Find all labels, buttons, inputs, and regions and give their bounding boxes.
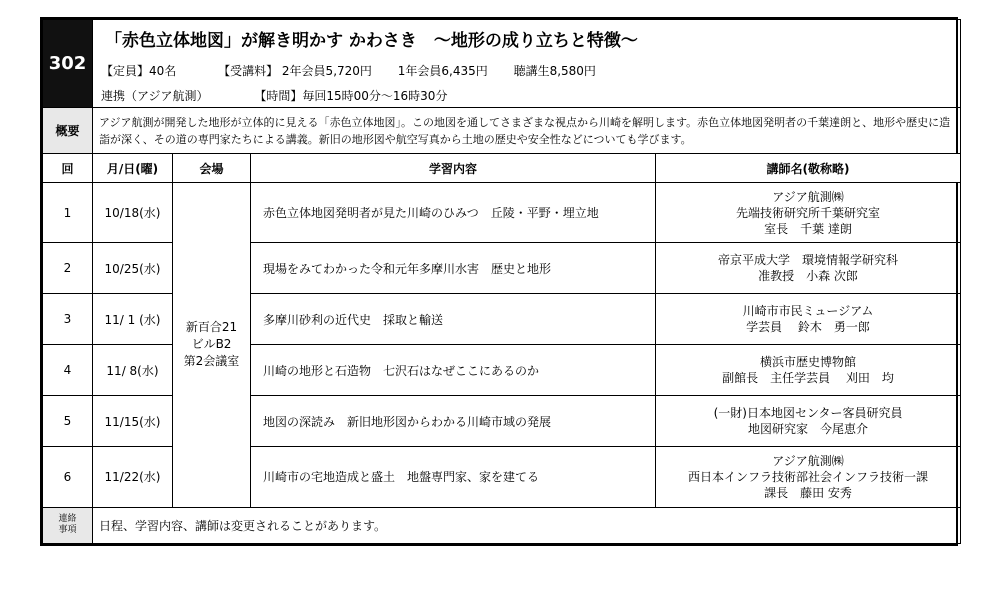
session-date: 11/22(水)	[93, 447, 173, 507]
lecturer-line: 課長 藤田 安秀	[764, 485, 852, 500]
session-round: 6	[43, 447, 93, 507]
header-venue: 会場	[173, 154, 251, 183]
venue-line: 第2会議室	[183, 354, 240, 369]
session-lecturer	[656, 294, 961, 345]
course-schedule-row	[93, 83, 961, 108]
session-round: 2	[43, 243, 93, 294]
lecturer-line: 川崎市市民ミュージアム	[742, 304, 874, 319]
lecturer-line: アジア航測㈱	[772, 453, 844, 468]
session-content: 川崎の地形と石造物 七沢石はなぜここにあるのか	[251, 345, 656, 396]
time-text: 【時間】毎回15時00分～16時30分	[254, 88, 448, 103]
overview-text: アジア航測が開発した地形が立体的に見える「赤色立体地図」。この地図を通してさまざまな視点から川崎を解明します。赤色立体地図発明者の千葉達朗と、地形や歴史に造詣が深く、その道の専門家たちによる講義。新旧の地形図や航空写真から土地の歴史や安全性などについても学びます。	[93, 108, 961, 154]
course-sheet	[40, 17, 958, 546]
header-lecturer: 講師名(敬称略)	[656, 154, 961, 183]
header-date: 月/日(曜)	[93, 154, 173, 183]
header-content: 学習内容	[251, 154, 656, 183]
session-date: 11/ 1 (水)	[93, 294, 173, 345]
lecturer-line: 地図研究家 今尾恵介	[748, 422, 869, 437]
course-title: 「赤色立体地図」が解き明かす かわさき ～地形の成り立ちと特徴～	[93, 20, 961, 58]
notes-label-line: 連絡	[58, 514, 77, 525]
lecturer-line: 室長 千葉 達朗	[764, 221, 852, 236]
session-content: 多摩川砂利の近代史 採取と輸送	[251, 294, 656, 345]
lecturer-line: (一財)日本地図センター客員研究員	[713, 406, 903, 421]
session-lecturer	[656, 396, 961, 447]
session-date: 11/ 8(水)	[93, 345, 173, 396]
lecturer-line: 帝京平成大学 環境情報学研究科	[718, 253, 899, 268]
notes-label	[43, 507, 93, 543]
lecturer-line: 副館長 主任学芸員 刈田 均	[722, 371, 894, 386]
capacity-text: 【定員】40名	[101, 63, 177, 78]
session-round: 3	[43, 294, 93, 345]
session-content: 現場をみてわかった令和元年多摩川水害 歴史と地形	[251, 243, 656, 294]
session-lecturer	[656, 243, 961, 294]
venue-line: ビルB2	[191, 337, 232, 352]
notes-label-line: 事項	[58, 525, 77, 536]
session-lecturer	[656, 183, 961, 243]
session-date: 10/18(水)	[93, 183, 173, 243]
venue-line: 新百合21	[185, 320, 238, 335]
session-round: 1	[43, 183, 93, 243]
session-lecturer	[656, 447, 961, 507]
session-date: 10/25(水)	[93, 243, 173, 294]
partner-text: 連携（アジア航測）	[101, 88, 209, 103]
session-round: 5	[43, 396, 93, 447]
lecturer-line: アジア航測㈱	[772, 189, 844, 204]
fee-auditor-text: 聴講生8,580円	[513, 63, 596, 78]
overview-label: 概要	[43, 108, 93, 154]
lecturer-line: 学芸員 鈴木 勇一郎	[746, 320, 870, 335]
lecturer-line: 西日本インフラ技術部社会インフラ技術一課	[688, 469, 929, 484]
session-content: 赤色立体地図発明者が見た川崎のひみつ 丘陵・平野・埋立地	[251, 183, 656, 243]
notes-text: 日程、学習内容、講師は変更されることがあります。	[93, 507, 961, 543]
lecturer-line: 先端技術研究所千葉研究室	[736, 205, 881, 220]
lecturer-line: 准教授 小森 次郎	[758, 269, 858, 284]
lecturer-line: 横浜市歴史博物館	[760, 355, 857, 370]
header-round: 回	[43, 154, 93, 183]
course-info-row	[93, 58, 961, 83]
venue-cell	[173, 183, 251, 507]
session-date: 11/15(水)	[93, 396, 173, 447]
table-row	[43, 183, 961, 243]
fee-1yr-text: 1年会員6,435円	[397, 63, 488, 78]
fee-text: 【受講料】 2年会員5,720円	[218, 63, 372, 78]
course-number: 302	[43, 20, 93, 108]
session-lecturer	[656, 345, 961, 396]
session-content: 川崎市の宅地造成と盛土 地盤専門家、家を建てる	[251, 447, 656, 507]
course-table	[42, 19, 961, 544]
session-round: 4	[43, 345, 93, 396]
session-content: 地図の深読み 新旧地形図からわかる川崎市域の発展	[251, 396, 656, 447]
